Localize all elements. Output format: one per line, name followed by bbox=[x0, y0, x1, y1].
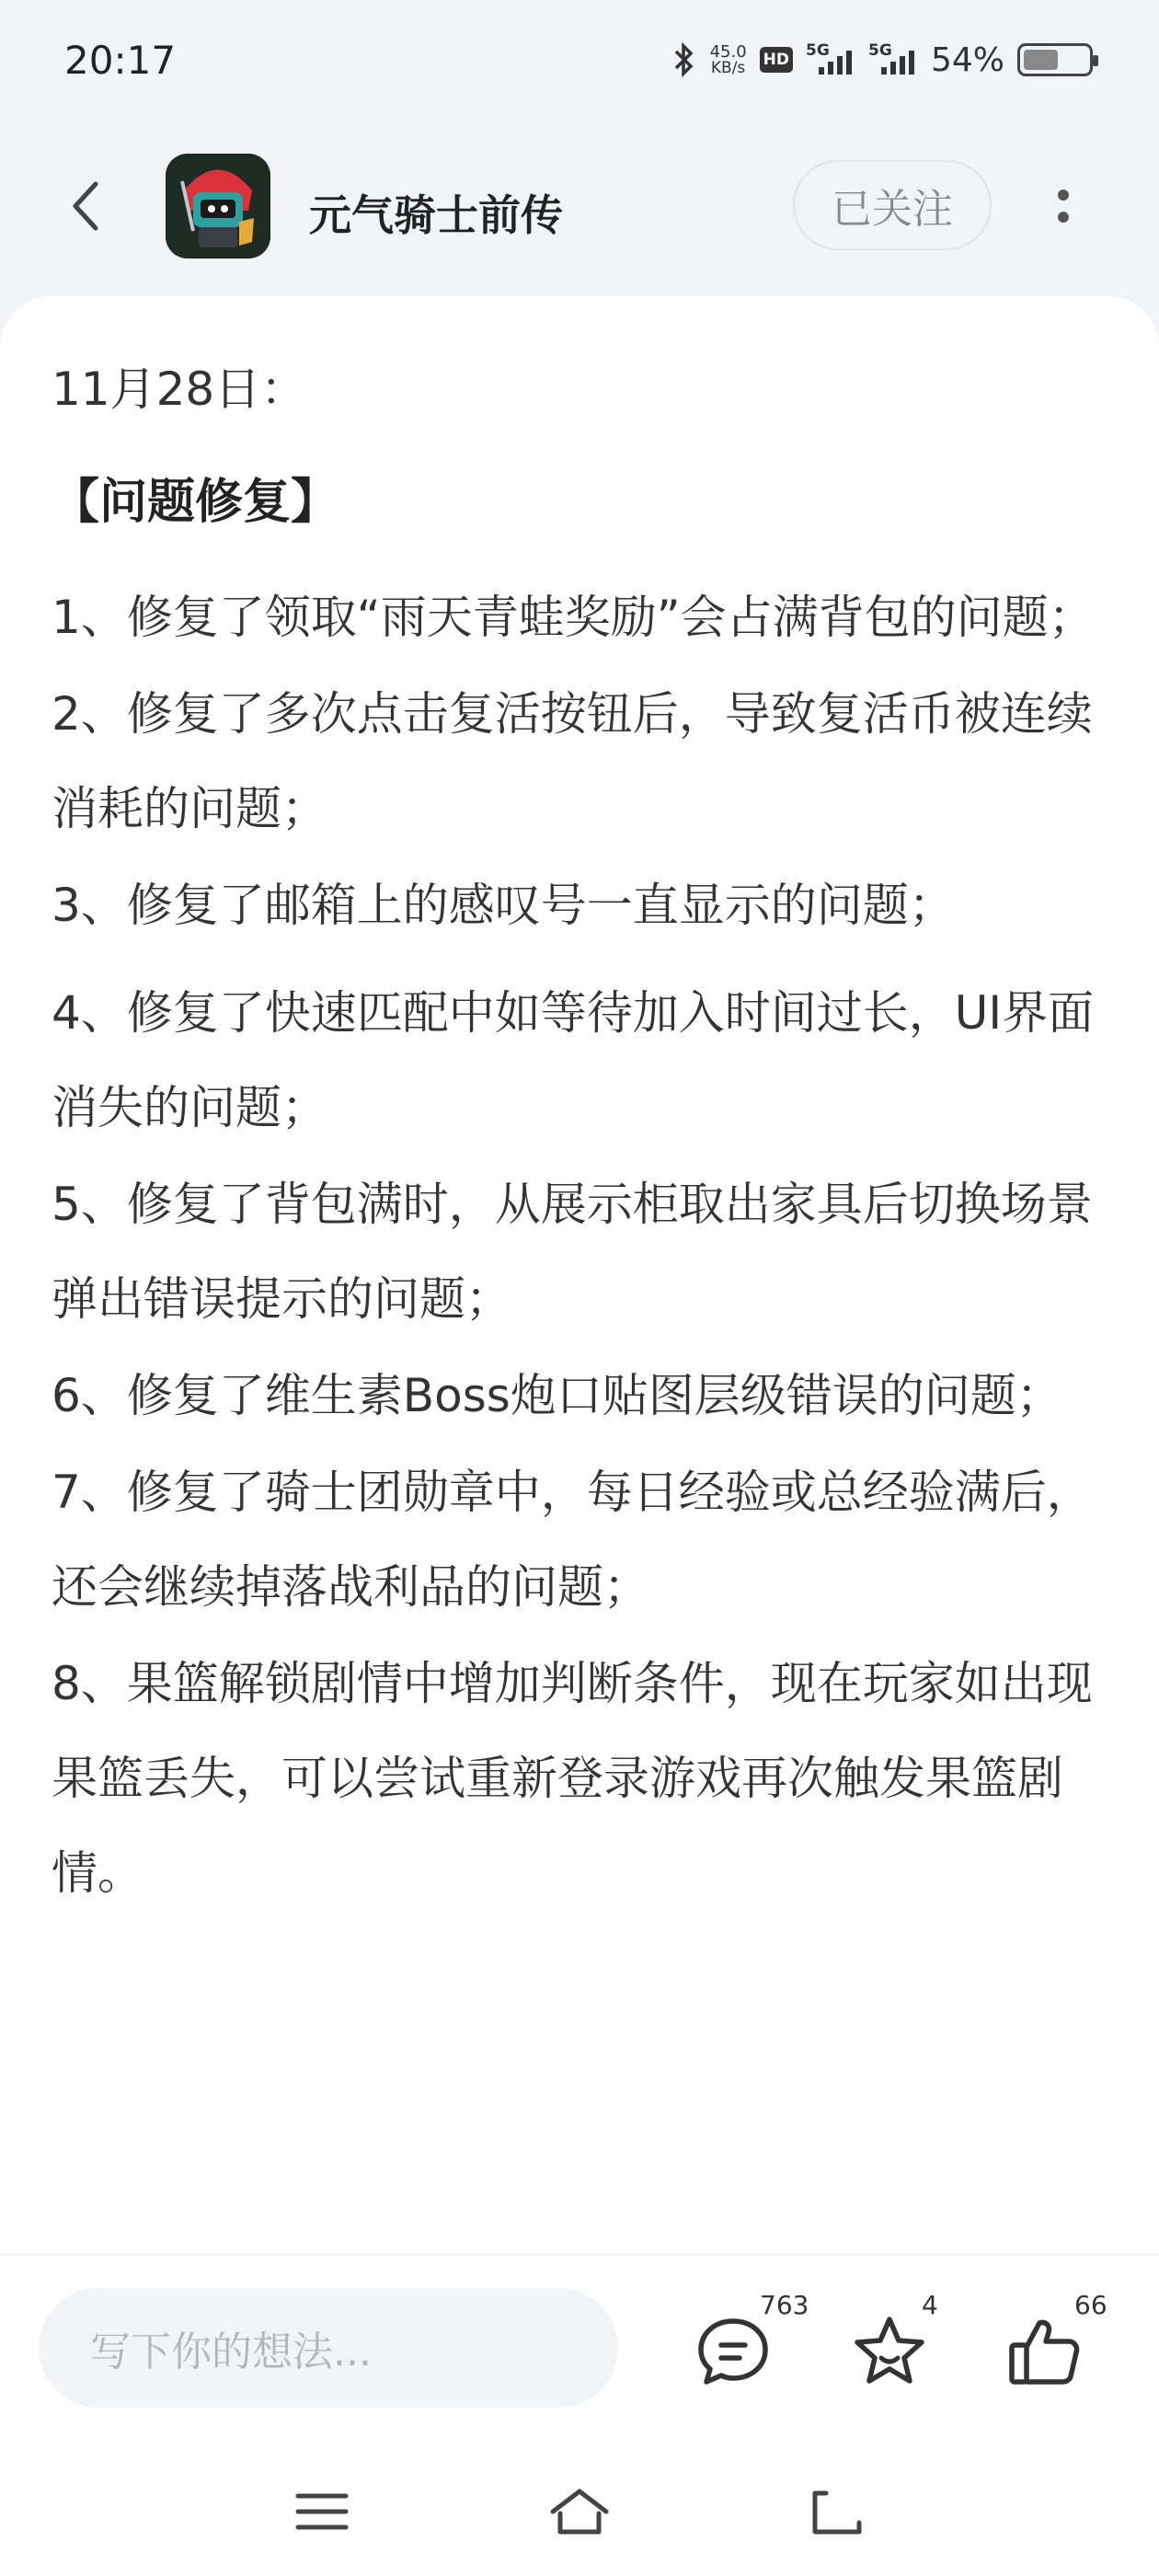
section-title: 【问题修复】 bbox=[52, 475, 339, 530]
chevron-left-icon bbox=[64, 178, 105, 234]
list-item: 8、果篮解锁剧情中增加判断条件，现在玩家如出现果篮丢失，可以尝试重新登录游戏再次触发果篮剧情。 bbox=[52, 1657, 1093, 1900]
comment-input[interactable]: 写下你的想法... bbox=[39, 2288, 618, 2408]
app-icon[interactable] bbox=[166, 154, 270, 259]
list-item: 1、修复了领取“雨天青蛙奖励”会占满背包的问题； bbox=[52, 591, 1095, 644]
app-header bbox=[0, 138, 1159, 276]
battery-level bbox=[1024, 50, 1058, 70]
back-button[interactable] bbox=[57, 178, 112, 234]
star-icon bbox=[848, 2310, 931, 2393]
list-item: 2、修复了多次点击复活按钮后，导致复活币被连续消耗的问题； bbox=[52, 687, 1093, 835]
signal-2-icon: 5G bbox=[868, 43, 918, 76]
battery-icon bbox=[1017, 43, 1093, 76]
post-date: 11月28日： bbox=[52, 362, 307, 416]
list-item: 6、修复了维生素Boss炮口贴图层级错误的问题； bbox=[52, 1369, 1062, 1422]
bottom-action-bar bbox=[0, 2254, 1159, 2447]
favorite-button[interactable] bbox=[848, 2290, 938, 2393]
nav-back-button[interactable] bbox=[800, 2475, 874, 2548]
thumbs-up-icon bbox=[1003, 2310, 1085, 2393]
fix-list bbox=[52, 570, 1107, 1921]
signal-1-icon: 5G bbox=[806, 43, 855, 76]
favorites-count: 4 bbox=[922, 2290, 938, 2320]
comments-count: 763 bbox=[760, 2290, 809, 2320]
status-icons bbox=[670, 41, 1093, 79]
likes-count: 66 bbox=[1074, 2290, 1107, 2320]
post-content bbox=[0, 296, 1159, 2254]
comment-button[interactable] bbox=[692, 2290, 809, 2393]
nav-home-button[interactable] bbox=[543, 2475, 616, 2548]
follow-button[interactable]: 已关注 bbox=[793, 160, 992, 250]
battery-percent: 54% bbox=[930, 40, 1004, 79]
net-speed: 45.0 KB/s bbox=[709, 41, 747, 77]
list-item: 5、修复了背包满时，从展示柜取出家具后切换场景弹出错误提示的问题； bbox=[52, 1178, 1093, 1326]
bluetooth-icon bbox=[670, 41, 697, 78]
comment-bubble-icon bbox=[692, 2310, 775, 2393]
list-item: 3、修复了邮箱上的感叹号一直显示的问题； bbox=[52, 879, 955, 932]
more-button[interactable] bbox=[1045, 178, 1082, 234]
hd-icon: HD bbox=[760, 47, 793, 73]
page-title: 元气骑士前传 bbox=[309, 190, 563, 240]
like-button[interactable] bbox=[1003, 2290, 1107, 2393]
home-icon bbox=[547, 2486, 612, 2537]
menu-icon bbox=[294, 2489, 350, 2535]
more-vertical-icon bbox=[1058, 190, 1069, 201]
list-item: 7、修复了骑士团勋章中，每日经验或总经验满后，还会继续掉落战利品的问题； bbox=[52, 1466, 1093, 1614]
nav-menu-button[interactable] bbox=[285, 2475, 359, 2548]
status-bar bbox=[0, 0, 1159, 120]
return-icon bbox=[808, 2486, 866, 2537]
status-time: 20:17 bbox=[64, 37, 177, 83]
list-item: 4、修复了快速匹配中如等待加入时间过长，UI界面消失的问题； bbox=[52, 986, 1095, 1134]
system-nav-bar bbox=[0, 2447, 1159, 2576]
